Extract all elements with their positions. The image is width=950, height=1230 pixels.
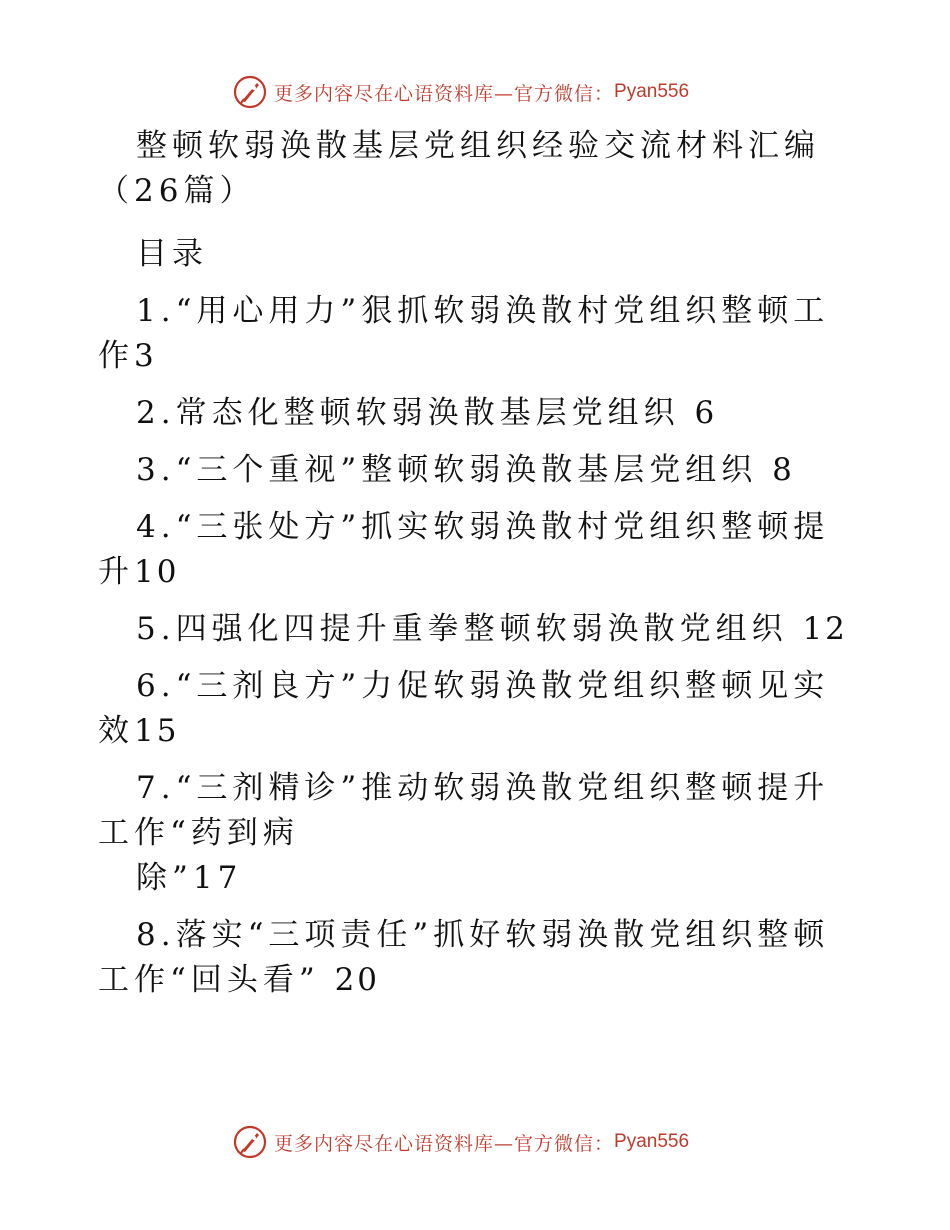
header-watermark <box>232 72 689 112</box>
toc-item-page: 8 <box>772 452 795 488</box>
toc-item-text: 7.“三剂精诊”推动软弱涣散党组织整顿提升工作“药到病 <box>98 770 830 851</box>
feather-pen-circle-icon <box>232 1124 268 1160</box>
toc-item-page: 3 <box>134 338 157 374</box>
toc-item-2 <box>98 391 854 436</box>
watermark-account: Pyan556 <box>614 81 690 102</box>
toc-item-page: 6 <box>694 395 718 431</box>
toc-item-7-continuation <box>98 856 854 901</box>
toc-item-text: 2.常态化整顿软弱涣散基层党组织 <box>136 395 680 431</box>
toc-item-1 <box>98 289 854 379</box>
watermark-text: 更多内容尽在心语资料库—官方微信： <box>274 1132 615 1155</box>
toc-item-page: 10 <box>134 554 180 590</box>
toc-heading: 目录 <box>136 236 208 272</box>
toc-item-page: 15 <box>134 713 180 749</box>
toc-item-4 <box>98 505 854 595</box>
toc-item-page: 20 <box>334 962 381 998</box>
document-body <box>98 124 854 1015</box>
watermark-account: Pyan556 <box>614 1131 690 1152</box>
feather-pen-circle-icon <box>232 74 268 110</box>
toc-item-page: 12 <box>802 611 848 647</box>
toc-item-text: 4.“三张处方”抓实软弱涣散村党组织整顿提升 <box>98 509 830 590</box>
toc-item-5 <box>98 607 854 652</box>
toc-item-text: 8.落实“三项责任”抓好软弱涣散党组织整顿工作“回头看” <box>98 917 830 998</box>
toc-item-text: 除” <box>136 860 193 896</box>
toc-item-page: 17 <box>192 860 243 896</box>
toc-item-text: 3.“三个重视”整顿软弱涣散基层党组织 <box>136 452 758 488</box>
toc-item-8 <box>98 913 854 1003</box>
toc-item-text: 5.四强化四提升重拳整顿软弱涣散党组织 <box>136 611 788 647</box>
toc-item-7 <box>98 766 854 856</box>
toc-item-3 <box>98 448 854 493</box>
toc-item-text: 6.“三剂良方”力促软弱涣散党组织整顿见实效 <box>98 668 830 749</box>
footer-watermark <box>232 1122 689 1162</box>
toc-item-6 <box>98 664 854 754</box>
toc-item-text: 1.“用心用力”狠抓软弱涣散村党组织整顿工作 <box>98 293 830 374</box>
document-title: 整顿软弱涣散基层党组织经验交流材料汇编（26篇） <box>98 128 820 209</box>
watermark-text: 更多内容尽在心语资料库—官方微信： <box>274 82 615 105</box>
